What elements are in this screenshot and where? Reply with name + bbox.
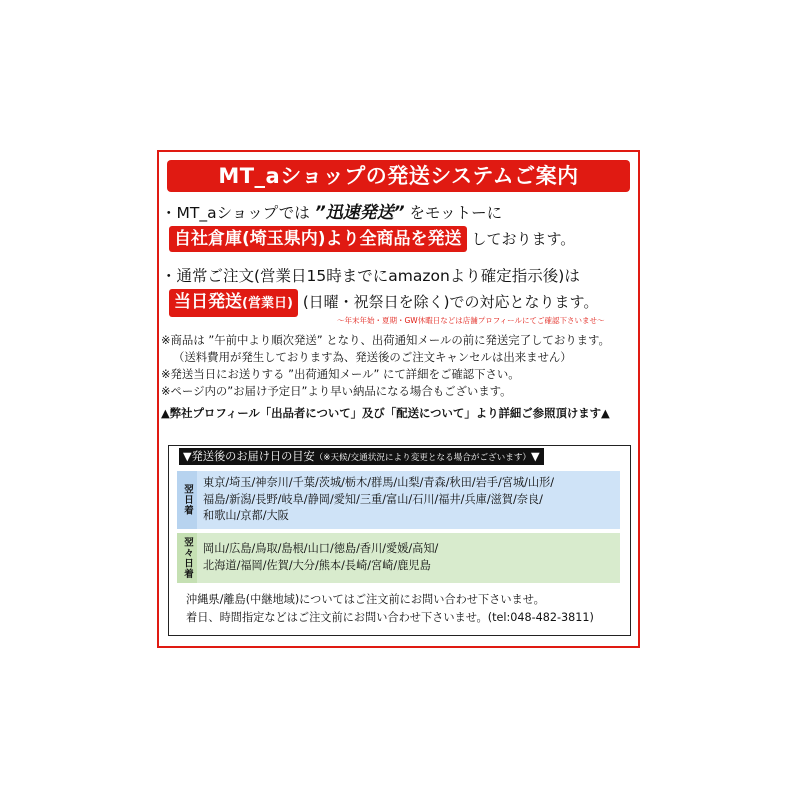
profile-reference-headline: ▲弊社プロフィール「出品者について」及び「配送について」より詳細ご参照頂けます▲ xyxy=(161,406,610,420)
warehouse-badge: 自社倉庫(埼玉県内)より全商品を発送 xyxy=(169,226,467,252)
two-day-tag-label: 翌々日着 xyxy=(182,537,193,579)
delivery-title-end: ▼ xyxy=(531,450,540,463)
intro-prefix: ・MT_aショップでは xyxy=(161,204,310,222)
next-day-areas: 東京/埼玉/神奈川/千葉/茨城/栃木/群馬/山梨/青森/秋田/岩手/宮城/山形/ 福島/新潟/長野/岐阜/静岡/愛知/三重/富山/石川/福井/兵庫/滋賀/奈良/ 和歌山/京都/大阪 xyxy=(203,476,555,522)
two-day-row xyxy=(177,533,620,583)
same-day-badge xyxy=(169,289,298,317)
note-3: ※発送当日にお送りする ”出荷通知メール” にて詳細をご確認下さい。 xyxy=(161,367,520,381)
intro-line-2-suffix: しております。 xyxy=(471,230,576,248)
next-day-row xyxy=(177,471,620,529)
shipping-info-card xyxy=(157,150,640,648)
delivery-estimate-box xyxy=(168,445,631,636)
order-line-1: ・通常ご注文(営業日15時までにamazonより確定指示後)は xyxy=(161,267,580,285)
okinawa-note: 沖縄県/離島(中継地域)についてはご注文前にお問い合わせ下さいませ。 xyxy=(186,593,545,606)
note-2: （送料費用が発生しております為、発送後のご注文キャンセルは出来ません） xyxy=(173,350,572,364)
delivery-title-note: （※天候/交通状況により変更となる場合がございます） xyxy=(314,453,532,463)
order-line-2-suffix: (日曜・祝祭日を除く)での対応となります。 xyxy=(302,293,599,311)
quick-shipping-motto: ”迅速発送” xyxy=(314,203,405,223)
delivery-estimate-title xyxy=(179,448,544,465)
two-day-tag xyxy=(177,533,197,583)
next-day-tag xyxy=(177,471,197,529)
next-day-tag-label: 翌日着 xyxy=(182,484,193,516)
page-title: MT_aショップの発送システムご案内 xyxy=(167,160,630,192)
intro-line-2 xyxy=(169,226,575,252)
order-line-2 xyxy=(169,289,598,317)
intro-line-1 xyxy=(161,202,502,224)
time-spec-note: 着日、時間指定などはご注文前にお問い合わせ下さいませ。(tel:048-482-3811) xyxy=(186,611,594,624)
holiday-note: ～年末年始・夏期・GW休暇日などは店舗プロフィールにてご確認下さいませ～ xyxy=(337,316,605,325)
intro-suffix: をモットーに xyxy=(409,204,503,222)
business-day-label: (営業日) xyxy=(242,296,293,311)
same-day-label: 当日発送 xyxy=(174,292,242,312)
note-4: ※ページ内の”お届け予定日”より早い納品になる場合もございます。 xyxy=(161,384,512,398)
delivery-title-main: ▼発送後のお届け日の目安 xyxy=(183,450,315,463)
two-day-areas: 岡山/広島/鳥取/島根/山口/徳島/香川/愛媛/高知/ 北海道/福岡/佐賀/大分/熊本/長崎/宮崎/鹿児島 xyxy=(203,542,439,572)
note-1: ※商品は ”午前中より順次発送” となり、出荷通知メールの前に発送完了しております。 xyxy=(161,333,610,347)
